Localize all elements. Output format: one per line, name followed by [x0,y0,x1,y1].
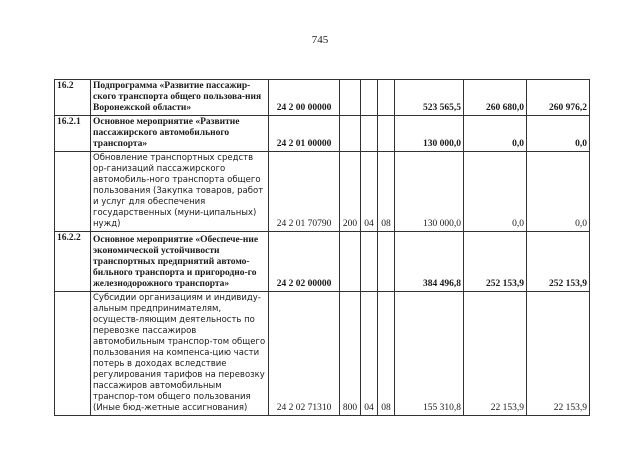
row-amount-1: 155 310,8 [395,292,464,416]
row-amount-3: 0,0 [527,116,590,152]
row-amount-2: 22 153,9 [464,292,527,416]
row-subsection: 08 [378,152,395,232]
row-subsection: 08 [378,292,395,416]
row-section [361,116,378,152]
page-number: 745 [311,34,329,46]
row-amount-1: 523 565,5 [395,80,464,116]
row-number [55,292,91,416]
row-section: 04 [361,152,378,232]
row-number: 16.2.2 [55,232,91,292]
row-amount-3: 252 153,9 [527,232,590,292]
row-description: Подпрограмма «Развитие пассажир-ского транспорта общего пользова-ния Воронежской области» [91,80,269,116]
row-amount-3: 0,0 [527,152,590,232]
row-description: Основное мероприятие «Обеспече-ние экономической устойчивости транспортных предприятий автомо-бильного транспорта и пригородно-го железнодорожного транспорта» [91,232,269,292]
row-description: Субсидии организациям и индивиду-альным предпринимателям, осуществ-ляющим деятельность по перевозке пассажиров автомобильным транспор-том общего пользования на компенса-цию части потерь в доходах вследствие регулирования тарифов на перевозку пассажиров автомобильным транспор-том общего пользования (Иные бюд-жетные ассигнования) [91,292,269,416]
row-expense-type [340,80,361,116]
row-description: Обновление транспортных средств ор-ганизаций пассажирского автомобиль-ного транспорта общего пользования (Закупка товаров, работ и услуг для обеспечения государственных (муни-ципальных) нужд) [91,152,269,232]
row-code: 24 2 01 70790 [269,152,340,232]
row-description: Основное мероприятие «Развитие пассажирского автомобильного транспорта» [91,116,269,152]
row-amount-3: 22 153,9 [527,292,590,416]
row-section [361,232,378,292]
row-section [361,80,378,116]
row-expense-type [340,116,361,152]
table-row [55,116,590,152]
row-amount-3: 260 976,2 [527,80,590,116]
row-amount-2: 0,0 [464,116,527,152]
row-amount-1: 130 000,0 [395,152,464,232]
row-subsection [378,116,395,152]
row-subsection [378,80,395,116]
table-row [55,232,590,292]
row-code: 24 2 00 00000 [269,80,340,116]
row-expense-type: 200 [340,152,361,232]
row-subsection [378,232,395,292]
row-expense-type [340,232,361,292]
row-number: 16.2.1 [55,116,91,152]
budget-table [54,79,590,416]
row-code: 24 2 01 00000 [269,116,340,152]
row-amount-1: 384 496,8 [395,232,464,292]
row-amount-1: 130 000,0 [395,116,464,152]
row-code: 24 2 02 00000 [269,232,340,292]
row-code: 24 2 02 71310 [269,292,340,416]
table-row [55,292,590,416]
row-section: 04 [361,292,378,416]
table-row [55,152,590,232]
row-number: 16.2 [55,80,91,116]
row-number [55,152,91,232]
row-amount-2: 0,0 [464,152,527,232]
row-expense-type: 800 [340,292,361,416]
table-row [55,80,590,116]
row-amount-2: 252 153,9 [464,232,527,292]
row-amount-2: 260 680,0 [464,80,527,116]
